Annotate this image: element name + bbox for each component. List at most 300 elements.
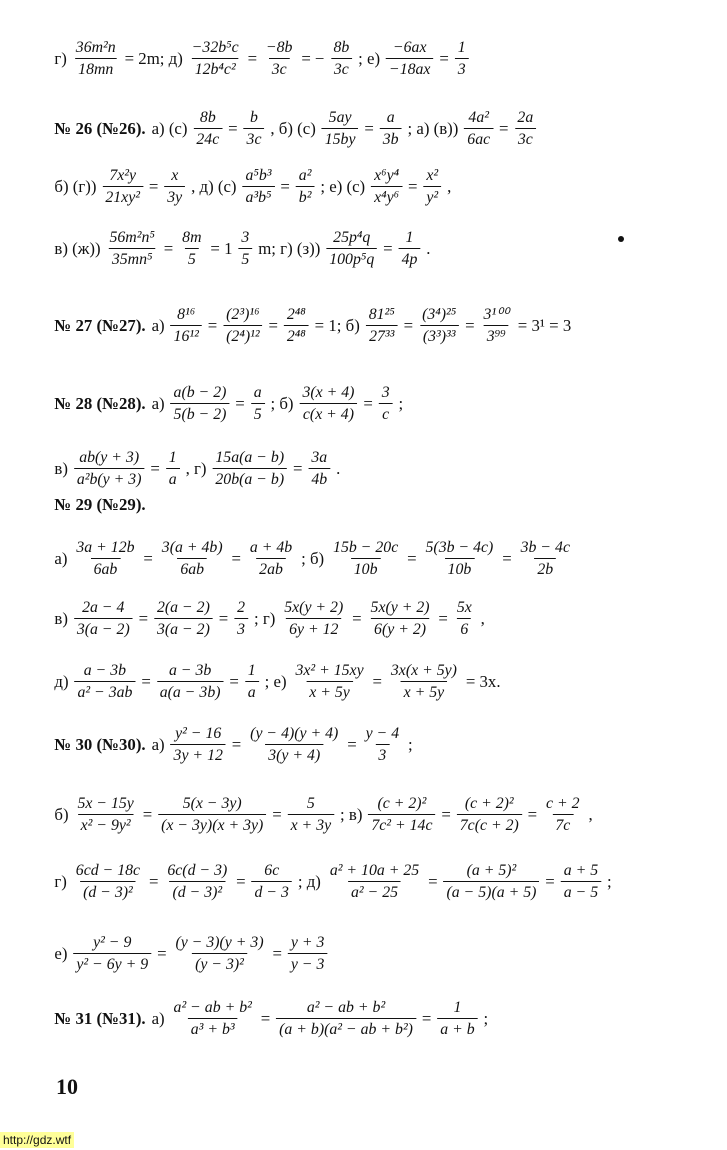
fraction-denominator: x + 3y bbox=[288, 814, 334, 835]
fraction bbox=[444, 861, 540, 902]
math-text: = bbox=[143, 548, 153, 568]
math-text: , д) (с) bbox=[191, 176, 237, 196]
fraction-numerator: 56m²n⁵ bbox=[109, 229, 155, 247]
fraction-denominator: 24c bbox=[193, 128, 222, 149]
math-text: = bbox=[363, 393, 373, 413]
fraction-denominator: 3b bbox=[380, 128, 402, 149]
math-line bbox=[0, 794, 647, 835]
math-text: = bbox=[502, 548, 512, 568]
math-text: = bbox=[236, 871, 246, 891]
fraction-denominator: 3c bbox=[515, 128, 536, 149]
fraction bbox=[172, 933, 266, 974]
math-text: а) bbox=[54, 548, 68, 568]
fraction-numerator: 2 bbox=[237, 599, 246, 617]
fraction-numerator: 3a bbox=[311, 449, 328, 467]
math-text: = bbox=[439, 48, 449, 68]
math-text: = bbox=[428, 871, 438, 891]
math-text: = bbox=[408, 176, 418, 196]
fraction-denominator: 2b bbox=[534, 558, 556, 579]
fraction-numerator: 2a bbox=[517, 109, 534, 127]
fraction-denominator: (2⁴)¹² bbox=[223, 325, 262, 346]
math-text: = bbox=[229, 671, 239, 691]
math-text: = bbox=[207, 315, 218, 335]
fraction bbox=[212, 448, 287, 489]
fraction-denominator: b² bbox=[296, 186, 315, 207]
fraction-numerator: (c + 2)² bbox=[464, 795, 514, 813]
fraction-denominator: 6ab bbox=[91, 558, 121, 579]
source-url[interactable]: http://gdz.wtf bbox=[0, 1132, 74, 1148]
fraction-numerator: a − 3b bbox=[168, 662, 212, 680]
page-number: 10 bbox=[56, 1074, 78, 1099]
math-text: ; г) bbox=[253, 608, 276, 628]
fraction bbox=[234, 598, 248, 639]
fraction-numerator: a² − ab + b² bbox=[173, 999, 252, 1017]
fraction bbox=[193, 108, 222, 149]
fraction-numerator: 3x² + 15xy bbox=[295, 662, 364, 680]
fraction-numerator: 8m bbox=[182, 229, 202, 247]
fraction bbox=[423, 166, 441, 207]
fraction-denominator: 2ab bbox=[256, 558, 286, 579]
fraction-denominator: 20b(a − b) bbox=[212, 468, 287, 489]
math-text: , bbox=[480, 608, 485, 628]
fraction-numerator: 6cd − 18c bbox=[75, 862, 141, 880]
fraction-numerator: 5ay bbox=[328, 109, 352, 127]
math-text: . bbox=[336, 458, 341, 478]
fraction-denominator: (d − 3)² bbox=[170, 881, 226, 902]
math-line bbox=[0, 933, 382, 974]
fraction-denominator: 2⁴⁸ bbox=[284, 325, 309, 346]
fraction-denominator: 3c bbox=[269, 58, 290, 79]
fraction-numerator: b bbox=[250, 109, 258, 127]
math-line bbox=[0, 861, 667, 902]
fraction-numerator: −6ax bbox=[392, 39, 427, 57]
problem-number: № 27 (№27). bbox=[54, 315, 146, 335]
fraction-numerator: (2³)¹⁶ bbox=[226, 306, 260, 324]
fraction-numerator: 3¹⁰⁰ bbox=[483, 306, 509, 324]
fraction-denominator: (x − 3y)(x + 3y) bbox=[158, 814, 266, 835]
math-text: а) bbox=[151, 1008, 165, 1028]
fraction-numerator: a + 5 bbox=[563, 862, 599, 880]
fraction bbox=[327, 861, 422, 902]
fraction-numerator: 2(a − 2) bbox=[157, 599, 210, 617]
fraction bbox=[238, 228, 252, 269]
fraction-denominator: 5 bbox=[185, 248, 199, 269]
fraction bbox=[330, 538, 401, 579]
math-line bbox=[0, 661, 555, 702]
fraction bbox=[73, 933, 151, 974]
fraction-numerator: x bbox=[171, 167, 179, 185]
math-text: = bbox=[364, 118, 374, 138]
fraction bbox=[245, 661, 259, 702]
fraction-denominator: (a + b)(a² − ab + b²) bbox=[276, 1018, 416, 1039]
fraction bbox=[284, 305, 309, 346]
fraction-denominator: 5(b − 2) bbox=[171, 403, 230, 424]
fraction bbox=[73, 861, 143, 902]
fraction-denominator: 3⁹⁹ bbox=[484, 325, 509, 346]
fraction-denominator: 3y + 12 bbox=[171, 744, 226, 765]
fraction-numerator: 5(x − 3y) bbox=[182, 795, 242, 813]
fraction-numerator: 1 bbox=[453, 999, 462, 1017]
math-text: ; е) bbox=[264, 671, 287, 691]
fraction-numerator: 5x − 15y bbox=[77, 795, 134, 813]
math-text: = bbox=[268, 315, 278, 335]
stray-dot bbox=[618, 236, 624, 242]
fraction bbox=[171, 305, 202, 346]
fraction-numerator: y² − 16 bbox=[175, 725, 222, 743]
math-text: а) bbox=[151, 393, 165, 413]
fraction bbox=[157, 661, 224, 702]
fraction-denominator: 27³³ bbox=[366, 325, 397, 346]
fraction bbox=[106, 228, 157, 269]
fraction bbox=[299, 383, 357, 424]
fraction-denominator: 5 bbox=[251, 403, 265, 424]
fraction-numerator: y² − 9 bbox=[93, 934, 132, 952]
fraction-numerator: 3b − 4c bbox=[520, 539, 570, 557]
math-text: = − bbox=[301, 48, 325, 68]
math-text: = 1; б) bbox=[314, 315, 360, 335]
fraction-numerator: 3(x + 4) bbox=[302, 384, 355, 402]
math-text: ; bbox=[398, 393, 404, 413]
fraction bbox=[179, 228, 204, 269]
fraction-denominator: 4p bbox=[399, 248, 421, 269]
math-text: = bbox=[292, 458, 303, 478]
math-text: = bbox=[163, 238, 174, 258]
math-text: = bbox=[235, 393, 245, 413]
fraction-denominator: a bbox=[166, 468, 180, 489]
fraction bbox=[326, 228, 377, 269]
fraction-numerator: 1 bbox=[247, 662, 256, 680]
fraction-denominator: a + b bbox=[437, 1018, 477, 1039]
fraction-numerator: 8b bbox=[199, 109, 216, 127]
math-text: ; б) bbox=[301, 548, 325, 568]
fraction-denominator: a² − 3ab bbox=[74, 681, 135, 702]
math-text: ; д) bbox=[297, 871, 321, 891]
math-line bbox=[0, 228, 485, 269]
fraction bbox=[455, 38, 469, 79]
fraction-numerator: y + 3 bbox=[290, 934, 325, 952]
fraction bbox=[164, 861, 230, 902]
fraction-denominator: a³ + b³ bbox=[188, 1018, 238, 1039]
fraction bbox=[102, 166, 143, 207]
math-text: = bbox=[441, 804, 451, 824]
problem-number: № 30 (№30). bbox=[54, 734, 146, 754]
fraction bbox=[189, 38, 242, 79]
fraction-denominator: 16¹² bbox=[171, 325, 202, 346]
math-text: б) (г)) bbox=[54, 176, 97, 196]
fraction-denominator: a³b⁵ bbox=[242, 186, 274, 207]
fraction-denominator: c bbox=[379, 403, 392, 424]
math-text: = bbox=[148, 871, 159, 891]
fraction bbox=[437, 998, 477, 1039]
fraction bbox=[380, 108, 402, 149]
fraction-numerator: 3 bbox=[241, 229, 250, 247]
fraction bbox=[171, 998, 255, 1039]
math-text: = 3x. bbox=[465, 671, 501, 691]
fraction-numerator: (y − 3)(y + 3) bbox=[175, 934, 264, 952]
math-line bbox=[0, 448, 395, 489]
fraction bbox=[419, 305, 459, 346]
fraction-denominator: 100p⁵q bbox=[326, 248, 377, 269]
math-text: = bbox=[141, 671, 151, 691]
fraction-denominator: 35mn⁵ bbox=[109, 248, 156, 269]
fraction-denominator: 7c² + 14c bbox=[368, 814, 435, 835]
fraction bbox=[292, 661, 366, 702]
fraction bbox=[379, 383, 393, 424]
fraction-denominator: c(x + 4) bbox=[300, 403, 357, 424]
math-text: ; е) bbox=[358, 48, 381, 68]
fraction bbox=[322, 108, 359, 149]
fraction-denominator: (d − 3)² bbox=[80, 881, 136, 902]
math-text: = bbox=[218, 608, 229, 628]
fraction-denominator: (a − 5)(a + 5) bbox=[444, 881, 540, 902]
fraction bbox=[164, 166, 185, 207]
fraction bbox=[171, 724, 226, 765]
fraction bbox=[561, 861, 601, 902]
fraction-denominator: x² − 9y² bbox=[78, 814, 134, 835]
fraction-numerator: (a + 5)² bbox=[466, 862, 517, 880]
fraction bbox=[363, 724, 402, 765]
math-text: m; г) (з)) bbox=[258, 238, 321, 258]
fraction-numerator: 15a(a − b) bbox=[215, 449, 285, 467]
fraction-numerator: a(b − 2) bbox=[173, 384, 227, 402]
fraction-numerator: 3 bbox=[381, 384, 390, 402]
math-text: е) bbox=[54, 943, 68, 963]
math-text: , bbox=[447, 176, 452, 196]
fraction-denominator: a² − 25 bbox=[348, 881, 401, 902]
fraction-numerator: a + 4b bbox=[249, 539, 293, 557]
fraction bbox=[251, 383, 265, 424]
fraction bbox=[74, 794, 136, 835]
fraction-denominator: y² bbox=[423, 186, 441, 207]
fraction-denominator: 3 bbox=[375, 744, 389, 765]
math-text: = bbox=[372, 671, 382, 691]
math-text: = bbox=[228, 118, 238, 138]
fraction bbox=[281, 598, 346, 639]
fraction bbox=[368, 794, 435, 835]
fraction bbox=[263, 38, 295, 79]
math-text: в) bbox=[54, 608, 68, 628]
fraction-numerator: (y − 4)(y + 4) bbox=[250, 725, 339, 743]
fraction-numerator: 81²⁵ bbox=[368, 306, 395, 324]
math-text: , г) bbox=[185, 458, 207, 478]
fraction-denominator: a(a − 3b) bbox=[157, 681, 224, 702]
fraction bbox=[514, 108, 536, 149]
math-text: = bbox=[231, 734, 242, 754]
problem-number: № 29 (№29). bbox=[54, 495, 146, 514]
fraction-numerator: c + 2 bbox=[546, 795, 580, 813]
problem-number: № 26 (№26). bbox=[54, 118, 146, 138]
fraction bbox=[368, 598, 433, 639]
fraction-denominator: x⁴y⁶ bbox=[371, 186, 402, 207]
math-line bbox=[0, 724, 467, 765]
math-text: = bbox=[421, 1008, 432, 1028]
fraction-numerator: 2⁴⁸ bbox=[286, 306, 306, 324]
math-text: = bbox=[465, 315, 475, 335]
fraction-numerator: a² + 10a + 25 bbox=[329, 862, 420, 880]
fraction-denominator: 10b bbox=[445, 558, 475, 579]
fraction-numerator: 6c bbox=[264, 862, 280, 880]
fraction bbox=[308, 448, 330, 489]
math-text: ; б) bbox=[270, 393, 294, 413]
fraction bbox=[74, 661, 135, 702]
fraction bbox=[423, 538, 497, 579]
math-line bbox=[0, 495, 200, 515]
fraction-denominator: 3c bbox=[331, 58, 352, 79]
math-line bbox=[0, 108, 590, 149]
fraction-denominator: y − 3 bbox=[288, 953, 327, 974]
fraction-numerator: a bbox=[253, 384, 262, 402]
fraction-denominator: 15by bbox=[322, 128, 359, 149]
math-text: в) (ж)) bbox=[54, 238, 101, 258]
math-line bbox=[0, 383, 458, 424]
math-text: = bbox=[157, 943, 167, 963]
math-text: = bbox=[272, 943, 282, 963]
fraction bbox=[464, 108, 493, 149]
math-text: б) bbox=[54, 804, 69, 824]
fraction-denominator: a − 5 bbox=[561, 881, 601, 902]
math-text: а) bbox=[151, 734, 165, 754]
fraction bbox=[158, 794, 266, 835]
fraction bbox=[386, 38, 433, 79]
fraction-numerator: 3x(x + 5y) bbox=[390, 662, 457, 680]
fraction bbox=[171, 383, 230, 424]
math-text: г) bbox=[54, 48, 67, 68]
math-text: а) bbox=[151, 315, 165, 335]
math-line bbox=[0, 166, 505, 207]
math-line bbox=[0, 305, 626, 346]
math-text: ; bbox=[483, 1008, 489, 1028]
fraction-denominator: 4b bbox=[308, 468, 330, 489]
math-text: = bbox=[280, 176, 290, 196]
fraction-denominator: a bbox=[245, 681, 259, 702]
math-text: = bbox=[260, 1008, 271, 1028]
fraction-denominator: 3 bbox=[234, 618, 248, 639]
fraction bbox=[73, 38, 119, 79]
fraction bbox=[154, 598, 213, 639]
fraction-denominator: 18mn bbox=[75, 58, 116, 79]
math-text: = bbox=[272, 804, 282, 824]
fraction-denominator: 3y bbox=[164, 186, 185, 207]
math-text: = bbox=[438, 608, 448, 628]
fraction-denominator: x + 5y bbox=[401, 681, 447, 702]
fraction bbox=[543, 794, 582, 835]
fraction bbox=[242, 166, 274, 207]
fraction bbox=[159, 538, 226, 579]
fraction-numerator: 3(a + 4b) bbox=[161, 539, 223, 557]
fraction-denominator: −18ax bbox=[386, 58, 433, 79]
fraction-denominator: 6y + 12 bbox=[286, 618, 341, 639]
fraction bbox=[296, 166, 315, 207]
fraction-denominator: 3(a − 2) bbox=[154, 618, 213, 639]
fraction bbox=[166, 448, 180, 489]
math-text: = 2m; д) bbox=[124, 48, 183, 68]
math-text: а) (с) bbox=[151, 118, 188, 138]
math-text: = bbox=[527, 804, 538, 824]
fraction-numerator: 25p⁴q bbox=[333, 229, 371, 247]
fraction-numerator: a⁵b³ bbox=[245, 167, 272, 185]
math-text: = bbox=[499, 118, 509, 138]
math-text: ; bbox=[408, 734, 413, 754]
fraction-denominator: 10b bbox=[351, 558, 381, 579]
fraction bbox=[518, 538, 573, 579]
fraction-denominator: 6 bbox=[457, 618, 471, 639]
fraction-numerator: 15b − 20c bbox=[333, 539, 399, 557]
fraction-denominator: x + 5y bbox=[306, 681, 352, 702]
fraction bbox=[371, 166, 402, 207]
math-text: = bbox=[150, 458, 160, 478]
fraction-denominator: 6ac bbox=[464, 128, 493, 149]
fraction bbox=[74, 598, 133, 639]
math-text: г) bbox=[54, 871, 67, 891]
fraction-numerator: 6c(d − 3) bbox=[167, 862, 228, 880]
fraction bbox=[366, 305, 398, 346]
fraction-denominator: 5 bbox=[238, 248, 252, 269]
math-text: в) bbox=[54, 458, 68, 478]
fraction bbox=[481, 305, 512, 346]
fraction-numerator: 1 bbox=[457, 39, 466, 57]
math-line bbox=[0, 38, 523, 79]
fraction-denominator: (y − 3)² bbox=[192, 953, 247, 974]
fraction-numerator: −32b⁵c bbox=[191, 39, 239, 57]
fraction-denominator: 3c bbox=[244, 128, 265, 149]
math-text: = bbox=[403, 315, 414, 335]
fraction-denominator: a²b(y + 3) bbox=[74, 468, 145, 489]
math-text: = bbox=[231, 548, 241, 568]
fraction-denominator: 12b⁴c² bbox=[192, 58, 239, 79]
math-text: ; а) (в)) bbox=[407, 118, 459, 138]
fraction-numerator: 5x(y + 2) bbox=[370, 599, 430, 617]
fraction-numerator: a − 3b bbox=[83, 662, 127, 680]
math-text: . bbox=[426, 238, 431, 258]
math-text: = 3¹ = 3 bbox=[517, 315, 572, 335]
math-text: , б) (с) bbox=[270, 118, 316, 138]
fraction-numerator: 36m²n bbox=[75, 39, 116, 57]
fraction bbox=[388, 661, 460, 702]
fraction-denominator: (3³)³³ bbox=[420, 325, 459, 346]
problem-number: № 31 (№31). bbox=[54, 1008, 146, 1028]
math-text: , bbox=[588, 804, 593, 824]
fraction-numerator: x⁶y⁴ bbox=[374, 167, 400, 185]
math-text: д) bbox=[54, 671, 69, 691]
fraction-denominator: 21xy² bbox=[102, 186, 143, 207]
fraction-denominator: y² − 6y + 9 bbox=[73, 953, 151, 974]
fraction-numerator: a² bbox=[298, 167, 312, 185]
fraction-denominator: 6(y + 2) bbox=[371, 618, 429, 639]
fraction bbox=[330, 38, 352, 79]
math-line bbox=[0, 598, 539, 639]
fraction bbox=[73, 538, 137, 579]
math-line bbox=[0, 538, 627, 579]
fraction-numerator: 1 bbox=[168, 449, 177, 467]
math-text: ; в) bbox=[340, 804, 363, 824]
fraction-denominator: 3 bbox=[455, 58, 469, 79]
fraction-denominator: d − 3 bbox=[252, 881, 292, 902]
math-text: = bbox=[545, 871, 555, 891]
fraction-numerator: 3a + 12b bbox=[76, 539, 135, 557]
math-text: = bbox=[247, 48, 258, 68]
fraction-numerator: (3⁴)²⁵ bbox=[422, 306, 457, 324]
math-text: ; bbox=[607, 871, 612, 891]
fraction-numerator: 5x bbox=[456, 599, 472, 617]
math-text: = bbox=[142, 804, 153, 824]
fraction-denominator: 3(a − 2) bbox=[74, 618, 133, 639]
fraction-numerator: 5x(y + 2) bbox=[284, 599, 344, 617]
fraction-numerator: 7x²y bbox=[109, 167, 137, 185]
math-text: = bbox=[383, 238, 393, 258]
fraction-numerator: (c + 2)² bbox=[377, 795, 427, 813]
fraction bbox=[399, 228, 421, 269]
fraction-numerator: a² − ab + b² bbox=[306, 999, 386, 1017]
